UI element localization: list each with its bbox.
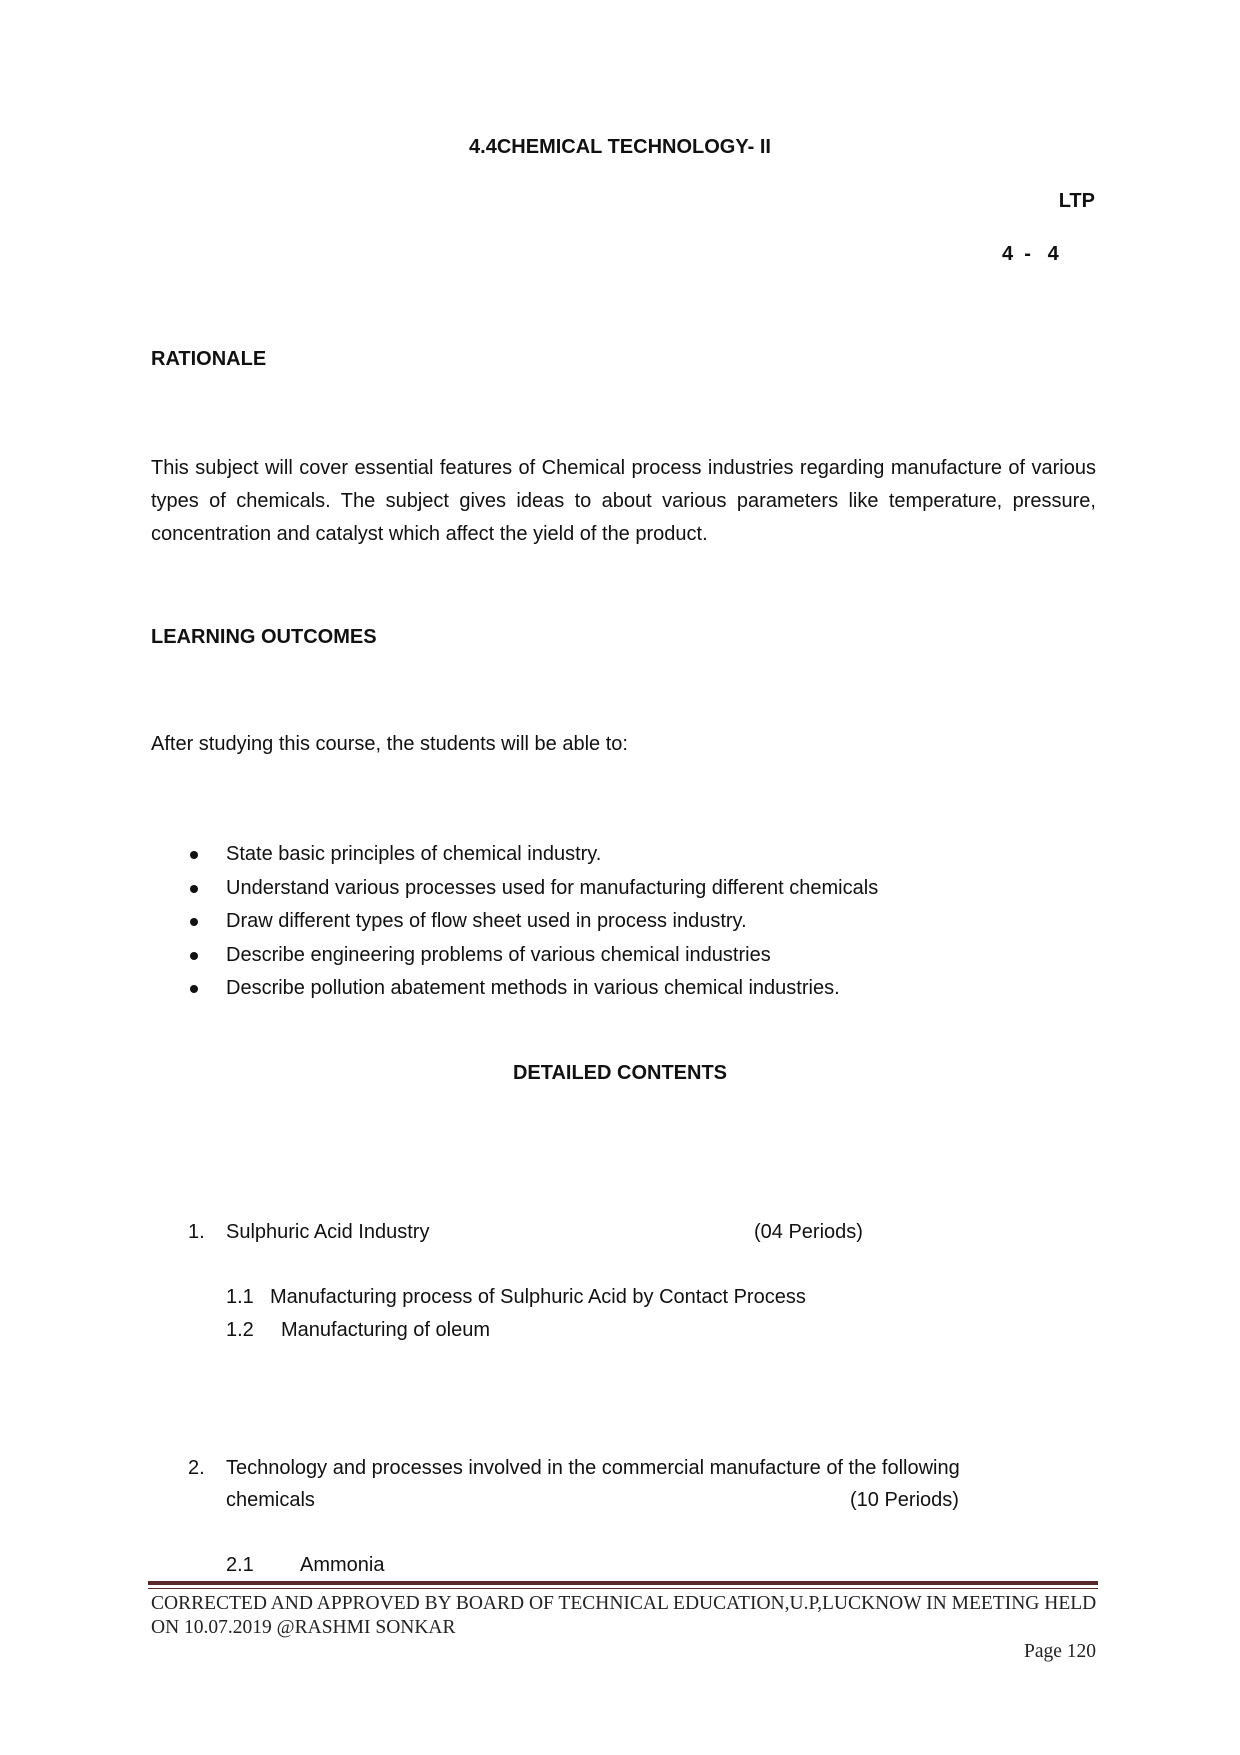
ltp-values: 4 - 4 <box>1002 243 1059 265</box>
page-number: Page 120 <box>1023 1641 1096 1662</box>
list-item: Draw different types of flow sheet used in process industry. <box>151 905 1051 939</box>
unit-periods: (04 Periods) <box>754 1221 863 1243</box>
list-item: Describe engineering problems of various chemical industries <box>151 939 1051 973</box>
bullet-icon <box>190 985 198 993</box>
subtopic-number: 1.1 <box>226 1286 254 1308</box>
document-title: 4.4CHEMICAL TECHNOLOGY- II <box>469 136 771 158</box>
subtopic-text: Ammonia <box>300 1554 385 1576</box>
subtopic-text: Manufacturing process of Sulphuric Acid by Contact Process <box>270 1286 806 1308</box>
learning-outcomes-heading: LEARNING OUTCOMES <box>151 626 377 648</box>
subtopic-number: 2.1 <box>226 1554 254 1576</box>
bullet-icon <box>190 885 198 893</box>
unit-title: Sulphuric Acid Industry <box>226 1221 430 1243</box>
bullet-icon <box>190 952 198 960</box>
footer-divider-thin <box>148 1588 1098 1589</box>
footer-divider <box>148 1581 1098 1585</box>
unit-number: 2. <box>188 1457 205 1479</box>
bullet-icon <box>190 851 198 859</box>
subtopic-text: Manufacturing of oleum <box>281 1319 491 1341</box>
bullet-icon <box>190 918 198 926</box>
detailed-contents-heading: DETAILED CONTENTS <box>512 1062 728 1084</box>
unit-title-continued: chemicals <box>226 1489 315 1511</box>
ltp-label: LTP <box>1058 190 1095 212</box>
subtopic-number: 1.2 <box>226 1319 254 1341</box>
unit-title: Technology and processes involved in the commercial manufacture of the following <box>226 1457 960 1479</box>
rationale-paragraph: This subject will cover essential features of Chemical process industries regarding manufacture of various types of chemicals. The subject gives ideas to about various parameters like temperature, pressure, concentration and catalyst which affect the yield of the product. <box>151 457 1096 545</box>
learning-outcomes-intro: After studying this course, the students will be able to: <box>151 733 628 755</box>
list-item: State basic principles of chemical industry. <box>151 838 1051 872</box>
list-item: Describe pollution abatement methods in various chemical industries. <box>151 972 1051 1006</box>
rationale-heading: RATIONALE <box>151 348 267 370</box>
list-item: Understand various processes used for manufacturing different chemicals <box>151 872 1051 906</box>
footer-approval-note: CORRECTED AND APPROVED BY BOARD OF TECHNICAL EDUCATION,U.P,LUCKNOW IN MEETING HELD ON 10.07.2019 @RASHMI SONKAR <box>151 1593 1097 1638</box>
unit-periods: (10 Periods) <box>850 1489 959 1511</box>
learning-outcomes-list <box>151 838 1051 1006</box>
unit-number: 1. <box>188 1221 205 1243</box>
